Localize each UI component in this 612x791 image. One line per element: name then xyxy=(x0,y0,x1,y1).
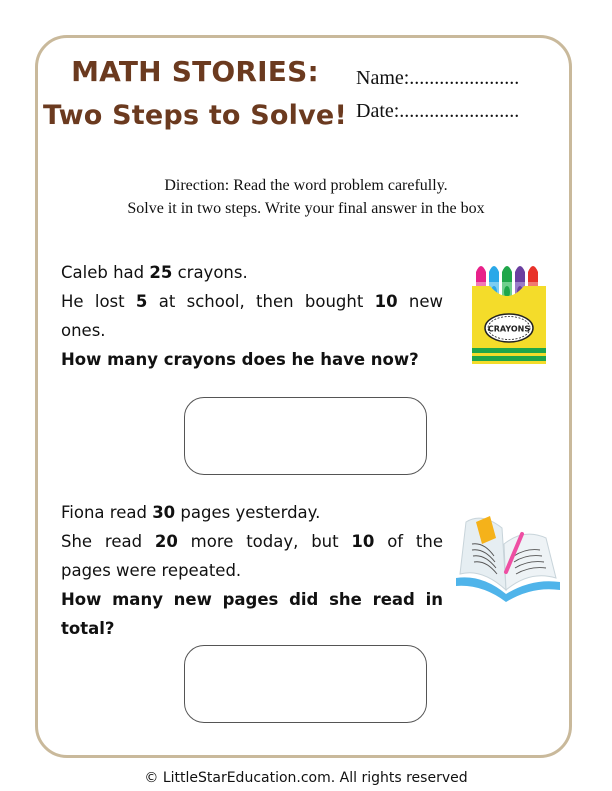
problem-1 xyxy=(61,258,443,374)
direction-line-1: Direction: Read the word problem carefully. xyxy=(164,177,448,194)
problem-1-question: How many crayons does he have now? xyxy=(61,350,419,369)
problem-2-line-2: She read 20 more today, but 10 of the xyxy=(61,532,443,551)
problem-2-question-line-2: total? xyxy=(61,619,115,638)
open-book-icon xyxy=(452,508,564,608)
answer-box-2[interactable] xyxy=(184,645,427,723)
svg-text:CRAYONS: CRAYONS xyxy=(487,324,531,334)
directions xyxy=(60,174,552,220)
answer-box-1[interactable] xyxy=(184,397,427,475)
worksheet-subtitle: Two Steps to Solve! xyxy=(43,100,347,131)
direction-line-2: Solve it in two steps. Write your final answer in the box xyxy=(127,200,485,217)
problem-2-line-3: pages were repeated. xyxy=(61,561,242,580)
name-field[interactable]: Name:...................... xyxy=(356,67,520,89)
problem-2-question-line-1: How many new pages did she read in xyxy=(61,590,443,609)
worksheet-title: MATH STORIES: xyxy=(71,55,319,88)
problem-1-line-3: ones. xyxy=(61,321,106,340)
copyright-footer: © LittleStarEducation.com. All rights reserved xyxy=(144,770,468,786)
problem-1-line-1: Caleb had 25 crayons. xyxy=(61,263,248,282)
problem-2 xyxy=(61,498,443,643)
problem-2-line-1: Fiona read 30 pages yesterday. xyxy=(61,503,321,522)
crayon-box-icon xyxy=(470,258,554,366)
date-field[interactable]: Date:........................ xyxy=(356,100,520,122)
problem-1-line-2: He lost 5 at school, then bought 10 new xyxy=(61,292,444,311)
